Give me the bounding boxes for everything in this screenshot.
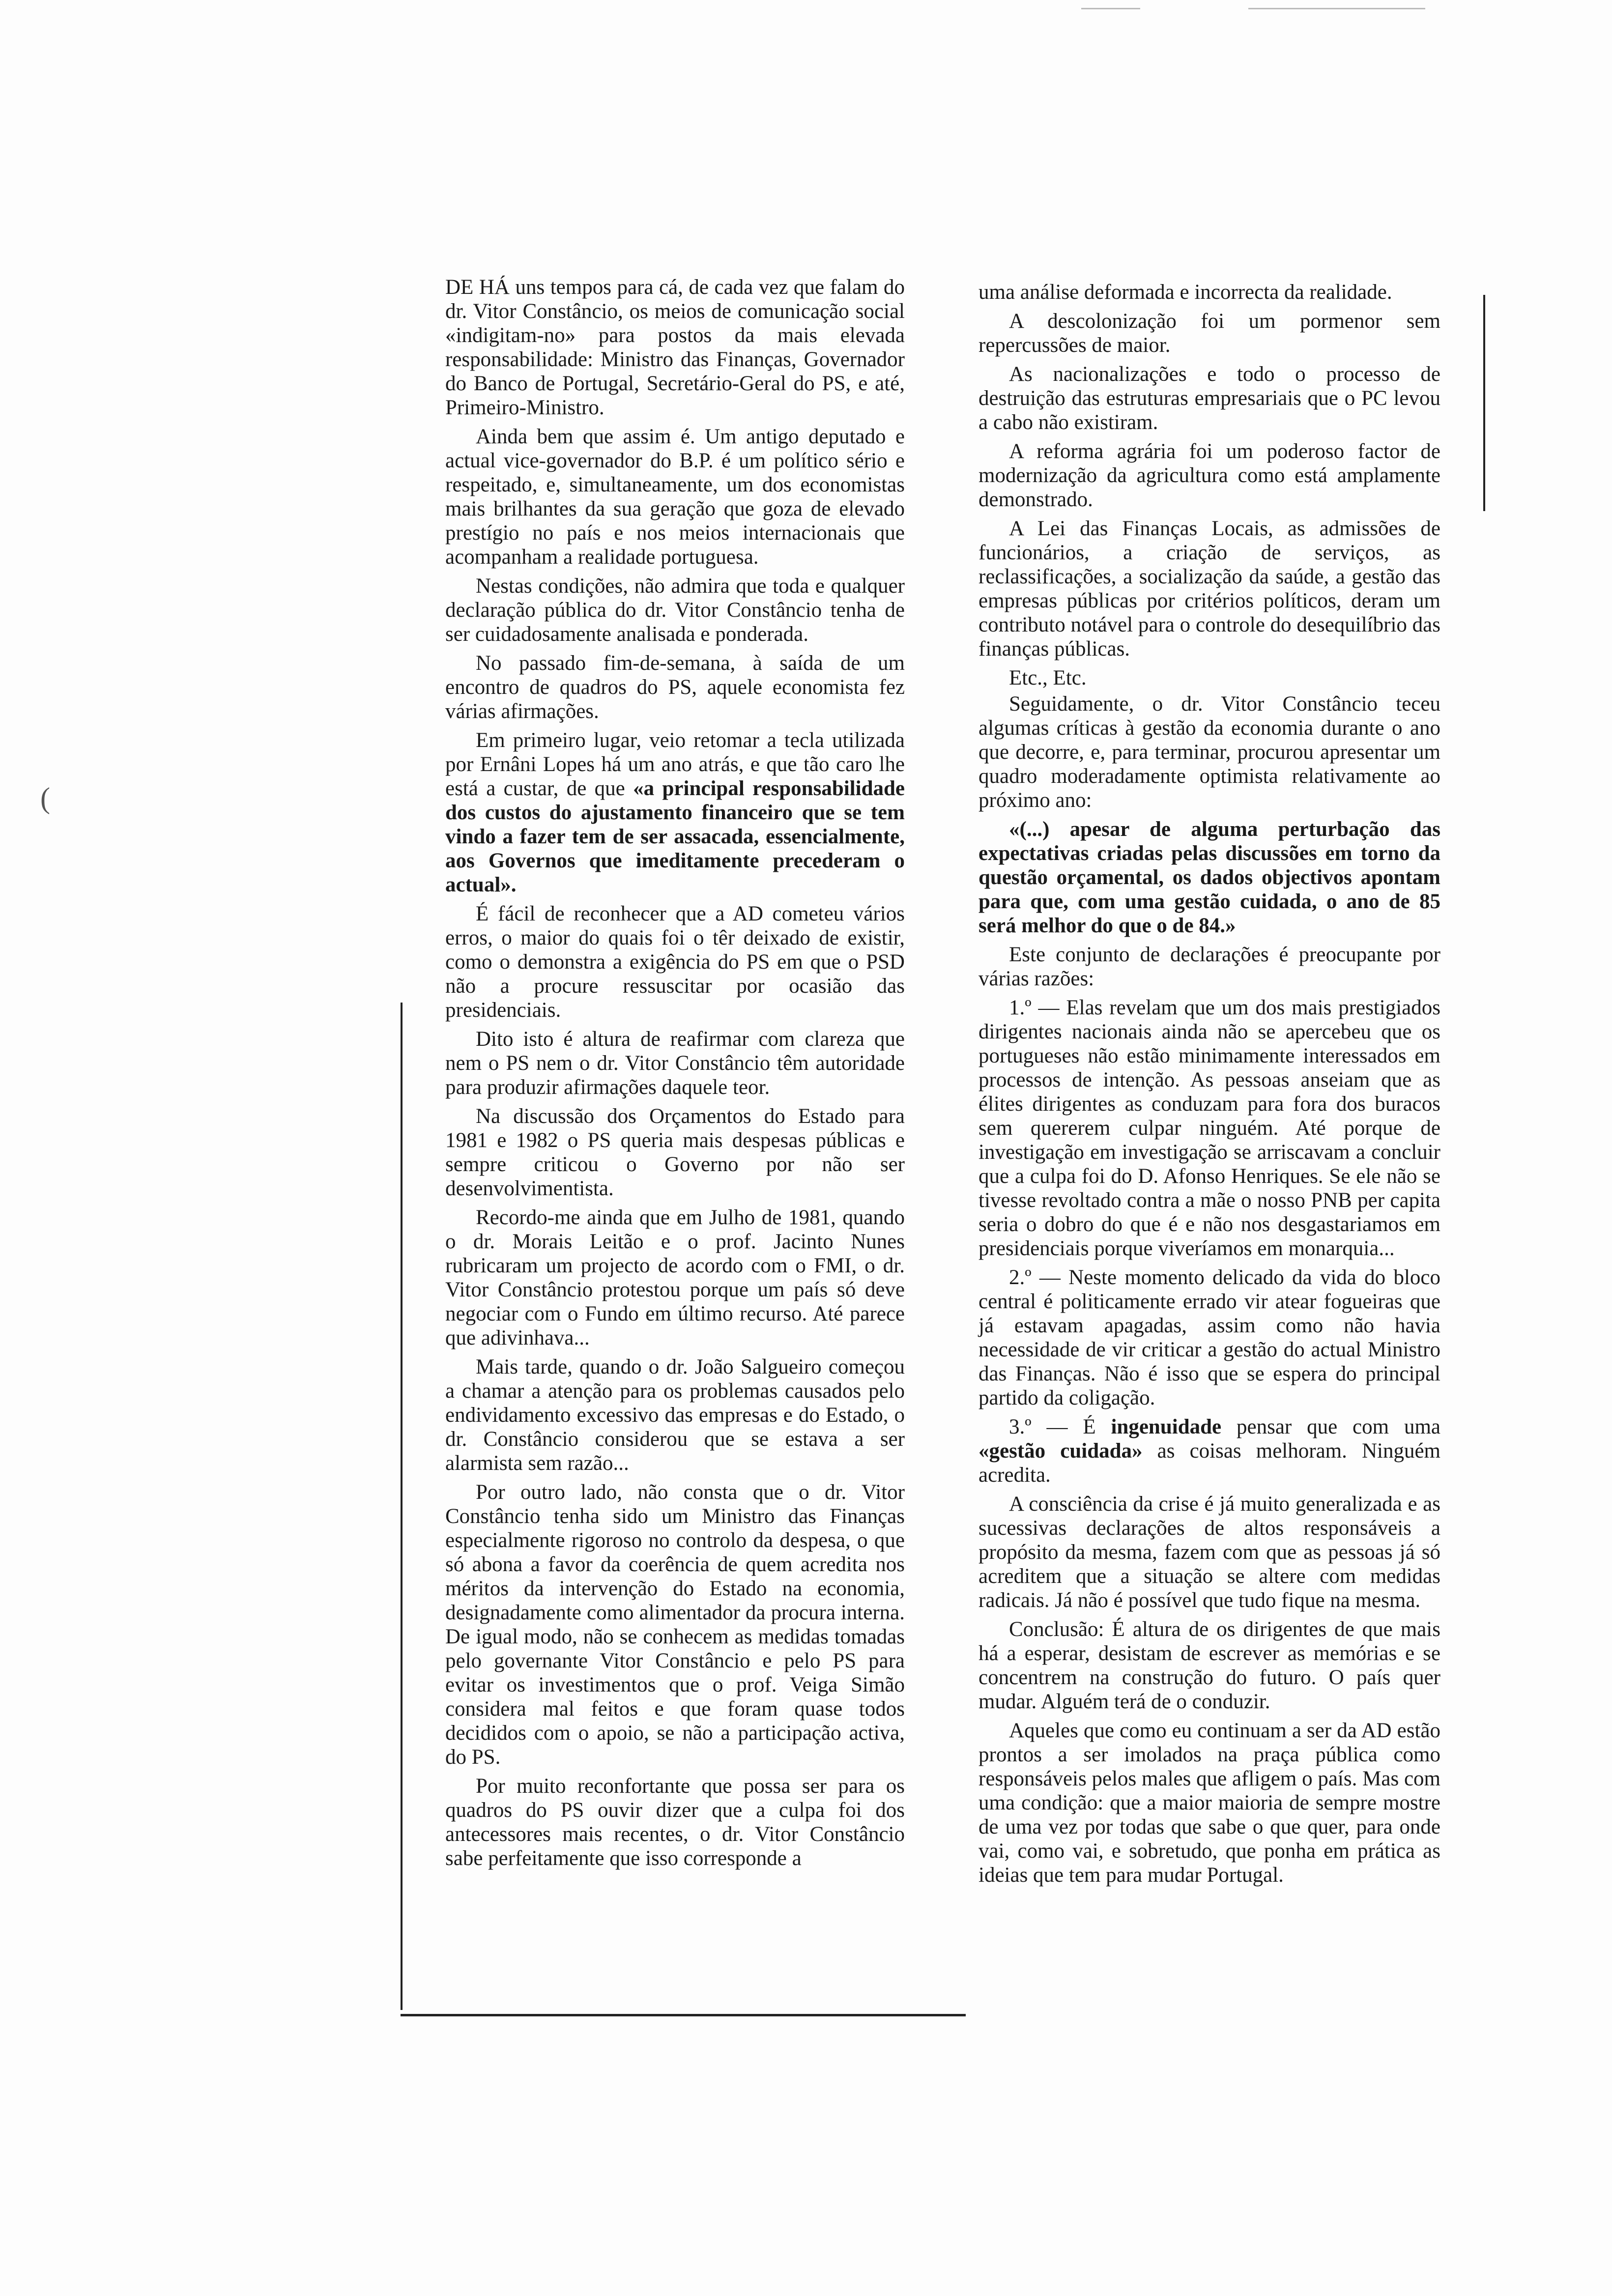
article-paragraph: Recordo-me ainda que em Julho de 1981, quando o dr. Morais Leitão e o prof. Jacinto Nunes rubricaram um projecto de acordo com o FMI, o dr. Vitor Constâncio protestou porque um país só deve negociar com o Fundo em último recurso. Até parece que adivinhava...	[445, 1206, 905, 1349]
article-right-column	[979, 280, 1440, 1892]
article-paragraph: Ainda bem que assim é. Um antigo deputado e actual vice-governador do B.P. é um político sério e respeitado, e, simultaneamente, um dos economistas mais brilhantes da sua geração que goza de elevado prestígio no país e nos meios internacionais que acompanham a realidade portuguesa.	[445, 425, 905, 569]
article-paragraph: No passado fim-de-semana, à saída de um encontro de quadros do PS, aquele economista fez várias afirmações.	[445, 652, 905, 723]
article-paragraph: Dito isto é altura de reafirmar com clareza que nem o PS nem o dr. Vitor Constâncio têm autoridade para produzir afirmações daquele teor.	[445, 1028, 905, 1099]
article-paragraph: uma análise deformada e incorrecta da realidade.	[979, 281, 1392, 304]
article-paragraph: A consciência da crise é já muito generalizada e as sucessivas declarações de altos responsáveis a propósito da mesma, fazem com que as pessoas já só acreditem que a situação se altere com medidas radicais. Já não é possível que tudo fique na mesma.	[979, 1492, 1440, 1612]
column-border-bottom	[401, 2014, 966, 2016]
article-text: pensar que com uma	[1221, 1415, 1440, 1438]
article-paragraph: Aqueles que como eu continuam a ser da AD estão prontos a ser imolados na praça pública como responsáveis pelos males que afligem o país. Mas com uma condição: que a maior maioria de sempre mostre de uma vez por todas que sabe o que quer, para onde vai, como vai, e sobretudo, que ponha em prática as ideias que tem para mudar Portugal.	[979, 1719, 1440, 1887]
margin-mark: (	[40, 782, 50, 814]
article-left-column	[445, 275, 905, 1875]
article-paragraph: Seguidamente, o dr. Vitor Constâncio teceu algumas críticas à gestão da economia durante o ano que decorre, e, para terminar, procurou apresentar um quadro moderadamente optimista relativamente ao próximo ano:	[979, 692, 1440, 812]
article-paragraph: A reforma agrária foi um poderoso factor de modernização da agricultura como está amplamente demonstrado.	[979, 440, 1440, 511]
article-paragraph: É fácil de reconhecer que a AD cometeu vários erros, o maior do quais foi o têr deixado de existir, como o demonstra a exigência do PS em que o PSD não a procure ressuscitar por ocasião das presidenciais.	[445, 902, 905, 1022]
scan-artifact-line	[1248, 8, 1425, 9]
article-paragraph: A Lei das Finanças Locais, as admissões de funcionários, a criação de serviços, as reclassificações, a socialização da saúde, a gestão das empresas públicas por critérios políticos, deram um contributo notável para o controle do desequilíbrio das finanças públicas.	[979, 517, 1440, 660]
article-quote-bold: «(...) apesar de alguma perturbação das expectativas criadas pelas discussões em torno da questão orçamental, os dados objectivos apontam para que, com uma gestão cuidada, o ano de 85 será melhor do que o de 84.»	[979, 818, 1440, 937]
article-emphasis: «gestão cuidada»	[979, 1439, 1143, 1463]
article-paragraph: Etc., Etc.	[1009, 666, 1087, 689]
article-paragraph: Conclusão: É altura de os dirigentes de que mais há a esperar, desistam de escrever as memórias e se concentrem na construção do futuro. O país quer mudar. Alguém terá de o conduzir.	[979, 1618, 1440, 1713]
article-paragraph: 2.º — Neste momento delicado da vida do bloco central é politicamente errado vir atear fogueiras que já estavam apagadas, assim como não havia necessidade de vir criticar a gestão do actual Ministro das Finanças. Não é isso que se espera do principal partido da coligação.	[979, 1266, 1440, 1409]
article-paragraph: Por muito reconfortante que possa ser para os quadros do PS ouvir dizer que a culpa foi dos antecessores mais recentes, o dr. Vitor Constâncio sabe perfeitamente que isso corresponde a	[445, 1775, 905, 1870]
article-paragraph-quote	[445, 728, 905, 897]
article-paragraph: Na discussão dos Orçamentos do Estado para 1981 e 1982 o PS queria mais despesas públicas e sempre criticou o Governo por não ser desenvolvimentista.	[445, 1105, 905, 1200]
article-paragraph: A descolonização foi um pormenor sem repercussões de maior.	[979, 310, 1440, 357]
article-paragraph: As nacionalizações e todo o processo de destruição das estruturas empresariais que o PC levou a cabo não existiram.	[979, 363, 1440, 434]
article-text: 3.º — É	[1009, 1415, 1111, 1438]
article-paragraph: Mais tarde, quando o dr. João Salgueiro começou a chamar a atenção para os problemas causados pelo endividamento excessivo das empresas e do Estado, o dr. Constâncio considerou que se estava a ser alarmista sem razão...	[445, 1355, 905, 1475]
article-paragraph-point-3	[979, 1415, 1440, 1487]
article-text: Em primeiro lugar, veio retomar a tecla utilizada por Ernâni Lopes há um ano atrás, e que tão caro lhe está a custar, de que	[445, 729, 905, 800]
article-paragraph: DE HÁ uns tempos para cá, de cada vez que falam do dr. Vitor Constâncio, os meios de comunicação social «indigitam-no» para postos da mais elevada responsabilidade: Ministro das Finanças, Governador do Banco de Portugal, Secretário-Geral do PS, e até, Primeiro-Ministro.	[445, 276, 905, 419]
column-border-left	[401, 1003, 403, 2010]
article-emphasis: ingenuidade	[1111, 1415, 1222, 1438]
article-paragraph: Este conjunto de declarações é preocupante por várias razões:	[979, 943, 1440, 990]
article-paragraph: Por outro lado, não consta que o dr. Vitor Constâncio tenha sido um Ministro das Finanças especialmente rigoroso no controlo da despesa, o que só abona a favor da coerência de quem acredita nos méritos da intervenção do Estado na economia, designadamente como alimentador da procura interna. De igual modo, não se conhecem as medidas tomadas pelo governante Vitor Constâncio e pelo PS para evitar os investimentos que o prof. Veiga Simão considera mal feitos e que foram quase todos decididos com o apoio, se não a participação activa, do PS.	[445, 1481, 905, 1769]
article-quote-bold: «a principal responsabilidade dos custos do ajustamento financeiro que se tem vindo a fazer tem de ser assacada, essencialmente, aos Governos que imeditamente precederam o actual».	[445, 777, 905, 896]
article-paragraph: 1.º — Elas revelam que um dos mais prestigiados dirigentes nacionais ainda não se apercebeu que os portugueses não estão minimamente interessados em processos de intenção. As pessoas anseiam que as élites dirigentes as conduzam para fora dos buracos sem quererem culpar ninguém. Até porque de investigação em investigação se arriscavam a concluir que a culpa foi do D. Afonso Henriques. Se ele não se tivesse revoltado contra a mãe o nosso PNB per capita seria o dobro do que é e não nos desgastariamos em presidenciais porque viveríamos em monarquia...	[979, 996, 1440, 1260]
article-text: as coisas melhoram. Ninguém acredita.	[979, 1439, 1440, 1487]
column-border-right	[1483, 295, 1485, 511]
article-paragraph: Nestas condições, não admira que toda e qualquer declaração pública do dr. Vitor Constâncio tenha de ser cuidadosamente analisada e ponderada.	[445, 574, 905, 646]
scan-artifact-line	[1081, 8, 1140, 9]
